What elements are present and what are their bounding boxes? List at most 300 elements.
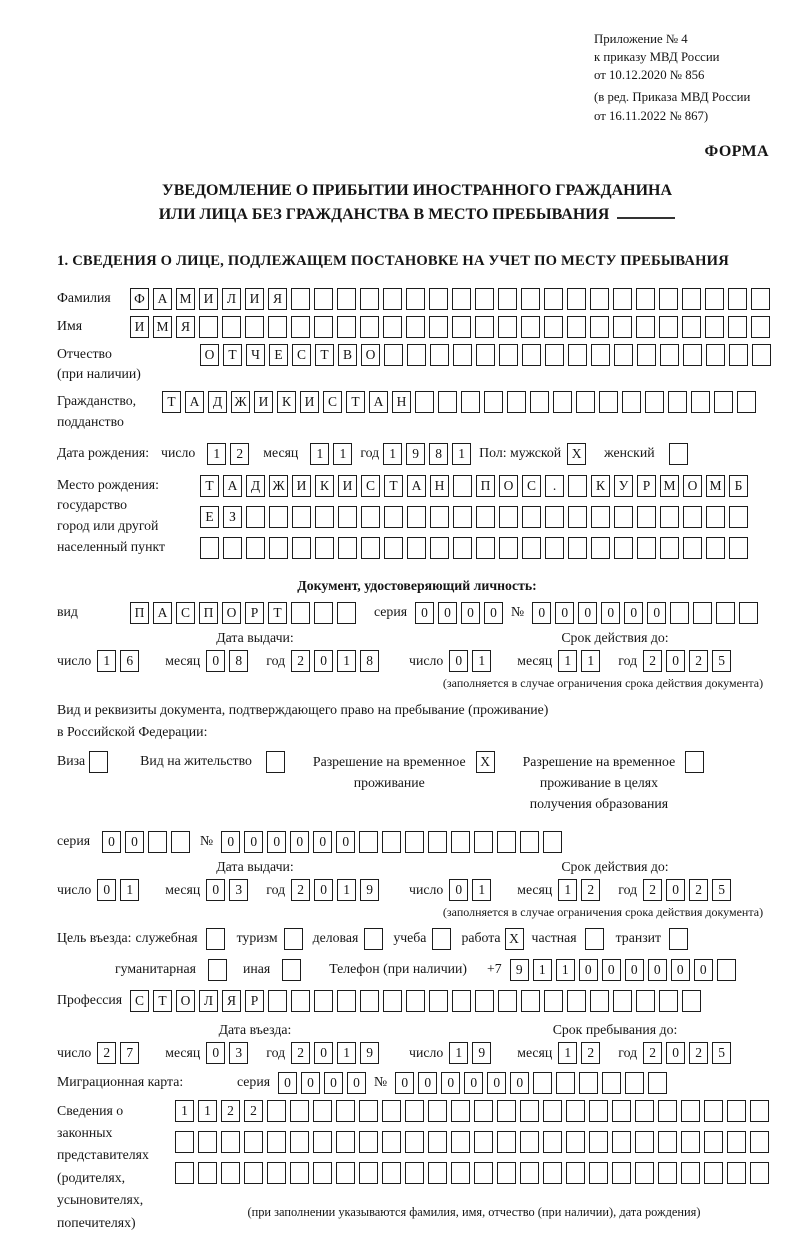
char-cell[interactable] <box>567 990 586 1012</box>
char-cell[interactable] <box>682 316 701 338</box>
char-cell[interactable] <box>337 602 356 624</box>
char-cell[interactable]: 0 <box>671 959 690 981</box>
char-cell[interactable]: С <box>176 602 195 624</box>
char-cell[interactable] <box>360 316 379 338</box>
char-cell[interactable] <box>658 1131 677 1153</box>
char-cell[interactable]: 2 <box>689 879 708 901</box>
char-cell[interactable]: 2 <box>643 1042 662 1064</box>
char-cell[interactable] <box>498 316 517 338</box>
char-cell[interactable] <box>475 316 494 338</box>
char-cell[interactable]: 0 <box>666 650 685 672</box>
char-cell[interactable]: И <box>199 288 218 310</box>
char-cell[interactable]: 0 <box>602 959 621 981</box>
char-cell[interactable]: Я <box>268 288 287 310</box>
char-cell[interactable]: И <box>292 475 311 497</box>
char-cell[interactable]: 2 <box>643 879 662 901</box>
char-cell[interactable] <box>245 316 264 338</box>
char-cell[interactable] <box>729 537 748 559</box>
char-cell[interactable]: Т <box>384 475 403 497</box>
char-cell[interactable]: 0 <box>555 602 574 624</box>
char-cell[interactable] <box>484 391 503 413</box>
char-cell[interactable]: Я <box>222 990 241 1012</box>
char-cell[interactable]: Л <box>199 990 218 1012</box>
char-cell[interactable] <box>520 1100 539 1122</box>
char-cell[interactable]: 0 <box>415 602 434 624</box>
char-cell[interactable] <box>474 1162 493 1184</box>
char-cell[interactable] <box>602 1072 621 1094</box>
char-cell[interactable]: 2 <box>221 1100 240 1122</box>
char-cell[interactable] <box>337 288 356 310</box>
char-cell[interactable]: К <box>277 391 296 413</box>
char-cell[interactable] <box>521 316 540 338</box>
char-cell[interactable]: 1 <box>97 650 116 672</box>
char-cell[interactable] <box>461 391 480 413</box>
char-cell[interactable]: 0 <box>125 831 144 853</box>
char-cell[interactable] <box>359 1131 378 1153</box>
char-cell[interactable] <box>660 506 679 528</box>
char-cell[interactable] <box>407 537 426 559</box>
char-cell[interactable] <box>314 316 333 338</box>
char-cell[interactable] <box>568 344 587 366</box>
char-cell[interactable]: 0 <box>314 1042 333 1064</box>
char-cell[interactable]: С <box>361 475 380 497</box>
char-cell[interactable]: М <box>706 475 725 497</box>
char-cell[interactable]: 2 <box>291 879 310 901</box>
char-cell[interactable] <box>750 1162 769 1184</box>
char-cell[interactable] <box>407 344 426 366</box>
char-cell[interactable]: 0 <box>301 1072 320 1094</box>
char-cell[interactable] <box>267 1131 286 1153</box>
char-cell[interactable] <box>175 1131 194 1153</box>
char-cell[interactable] <box>269 537 288 559</box>
char-cell[interactable] <box>198 1131 217 1153</box>
char-cell[interactable]: 0 <box>449 879 468 901</box>
char-cell[interactable] <box>223 537 242 559</box>
char-cell[interactable] <box>359 1162 378 1184</box>
char-cell[interactable] <box>693 602 712 624</box>
char-cell[interactable] <box>544 316 563 338</box>
char-cell[interactable] <box>579 1072 598 1094</box>
char-cell[interactable]: 6 <box>120 650 139 672</box>
char-cell[interactable]: Т <box>346 391 365 413</box>
char-cell[interactable]: Ч <box>246 344 265 366</box>
char-cell[interactable]: О <box>176 990 195 1012</box>
char-cell[interactable]: А <box>185 391 204 413</box>
char-cell[interactable]: 2 <box>581 879 600 901</box>
char-cell[interactable] <box>612 1131 631 1153</box>
char-cell[interactable]: 1 <box>558 1042 577 1064</box>
char-cell[interactable]: 0 <box>324 1072 343 1094</box>
char-cell[interactable] <box>585 928 604 950</box>
char-cell[interactable]: 1 <box>337 650 356 672</box>
char-cell[interactable]: Ж <box>269 475 288 497</box>
char-cell[interactable]: 7 <box>120 1042 139 1064</box>
char-cell[interactable] <box>171 831 190 853</box>
char-cell[interactable] <box>89 751 108 773</box>
char-cell[interactable]: X <box>476 751 495 773</box>
char-cell[interactable] <box>314 990 333 1012</box>
char-cell[interactable]: 0 <box>461 602 480 624</box>
char-cell[interactable] <box>292 506 311 528</box>
char-cell[interactable] <box>568 475 587 497</box>
char-cell[interactable] <box>545 537 564 559</box>
char-cell[interactable]: Н <box>392 391 411 413</box>
char-cell[interactable] <box>337 990 356 1012</box>
char-cell[interactable]: И <box>130 316 149 338</box>
char-cell[interactable] <box>681 1131 700 1153</box>
char-cell[interactable] <box>544 990 563 1012</box>
char-cell[interactable] <box>284 928 303 950</box>
char-cell[interactable]: 1 <box>310 443 329 465</box>
char-cell[interactable] <box>499 344 518 366</box>
char-cell[interactable] <box>405 831 424 853</box>
char-cell[interactable] <box>714 391 733 413</box>
char-cell[interactable]: 2 <box>689 650 708 672</box>
char-cell[interactable] <box>266 751 285 773</box>
char-cell[interactable] <box>545 344 564 366</box>
char-cell[interactable] <box>556 1072 575 1094</box>
char-cell[interactable]: 5 <box>712 1042 731 1064</box>
char-cell[interactable] <box>668 391 687 413</box>
char-cell[interactable] <box>291 316 310 338</box>
char-cell[interactable] <box>658 1162 677 1184</box>
char-cell[interactable]: 1 <box>449 1042 468 1064</box>
char-cell[interactable]: Т <box>162 391 181 413</box>
char-cell[interactable] <box>336 1100 355 1122</box>
char-cell[interactable] <box>282 959 301 981</box>
char-cell[interactable] <box>543 1100 562 1122</box>
char-cell[interactable]: К <box>591 475 610 497</box>
char-cell[interactable]: 1 <box>472 650 491 672</box>
char-cell[interactable] <box>290 1162 309 1184</box>
char-cell[interactable] <box>428 1100 447 1122</box>
char-cell[interactable] <box>704 1162 723 1184</box>
char-cell[interactable] <box>383 316 402 338</box>
char-cell[interactable] <box>729 506 748 528</box>
char-cell[interactable]: 1 <box>337 1042 356 1064</box>
char-cell[interactable]: Е <box>200 506 219 528</box>
char-cell[interactable]: 0 <box>206 879 225 901</box>
char-cell[interactable] <box>589 1100 608 1122</box>
char-cell[interactable] <box>429 288 448 310</box>
char-cell[interactable]: Ж <box>231 391 250 413</box>
char-cell[interactable] <box>625 1072 644 1094</box>
char-cell[interactable] <box>268 316 287 338</box>
char-cell[interactable]: 8 <box>229 650 248 672</box>
char-cell[interactable]: Б <box>729 475 748 497</box>
char-cell[interactable]: 0 <box>278 1072 297 1094</box>
char-cell[interactable] <box>520 1162 539 1184</box>
char-cell[interactable] <box>599 391 618 413</box>
char-cell[interactable] <box>750 1100 769 1122</box>
char-cell[interactable] <box>705 288 724 310</box>
char-cell[interactable] <box>432 928 451 950</box>
char-cell[interactable] <box>567 316 586 338</box>
char-cell[interactable] <box>476 537 495 559</box>
char-cell[interactable] <box>521 990 540 1012</box>
char-cell[interactable]: 0 <box>579 959 598 981</box>
char-cell[interactable] <box>589 1162 608 1184</box>
char-cell[interactable] <box>198 1162 217 1184</box>
char-cell[interactable] <box>576 391 595 413</box>
char-cell[interactable]: 0 <box>625 959 644 981</box>
char-cell[interactable] <box>682 288 701 310</box>
char-cell[interactable] <box>622 391 641 413</box>
char-cell[interactable]: 1 <box>581 650 600 672</box>
char-cell[interactable]: 0 <box>438 602 457 624</box>
char-cell[interactable]: 0 <box>449 650 468 672</box>
char-cell[interactable] <box>405 1162 424 1184</box>
char-cell[interactable]: С <box>292 344 311 366</box>
char-cell[interactable] <box>336 1162 355 1184</box>
char-cell[interactable]: Т <box>315 344 334 366</box>
char-cell[interactable] <box>453 475 472 497</box>
char-cell[interactable] <box>222 316 241 338</box>
char-cell[interactable]: 1 <box>337 879 356 901</box>
char-cell[interactable]: 1 <box>452 443 471 465</box>
char-cell[interactable] <box>290 1100 309 1122</box>
char-cell[interactable]: 0 <box>647 602 666 624</box>
char-cell[interactable] <box>591 344 610 366</box>
char-cell[interactable] <box>384 537 403 559</box>
char-cell[interactable]: 0 <box>206 650 225 672</box>
char-cell[interactable]: 0 <box>244 831 263 853</box>
char-cell[interactable] <box>406 990 425 1012</box>
char-cell[interactable]: 2 <box>244 1100 263 1122</box>
char-cell[interactable]: 0 <box>267 831 286 853</box>
char-cell[interactable]: 1 <box>333 443 352 465</box>
char-cell[interactable] <box>544 288 563 310</box>
char-cell[interactable] <box>520 831 539 853</box>
char-cell[interactable] <box>290 1131 309 1153</box>
char-cell[interactable] <box>291 990 310 1012</box>
char-cell[interactable] <box>669 443 688 465</box>
char-cell[interactable]: У <box>614 475 633 497</box>
char-cell[interactable] <box>382 1100 401 1122</box>
char-cell[interactable] <box>497 1131 516 1153</box>
char-cell[interactable]: И <box>300 391 319 413</box>
char-cell[interactable]: X <box>505 928 524 950</box>
char-cell[interactable] <box>553 391 572 413</box>
char-cell[interactable] <box>614 344 633 366</box>
char-cell[interactable]: 0 <box>336 831 355 853</box>
char-cell[interactable] <box>430 506 449 528</box>
char-cell[interactable]: К <box>315 475 334 497</box>
char-cell[interactable] <box>590 990 609 1012</box>
char-cell[interactable] <box>683 344 702 366</box>
char-cell[interactable] <box>475 990 494 1012</box>
char-cell[interactable] <box>613 990 632 1012</box>
char-cell[interactable] <box>246 537 265 559</box>
char-cell[interactable]: 1 <box>558 879 577 901</box>
char-cell[interactable] <box>430 537 449 559</box>
char-cell[interactable] <box>382 1162 401 1184</box>
char-cell[interactable]: 0 <box>102 831 121 853</box>
char-cell[interactable] <box>497 1100 516 1122</box>
char-cell[interactable] <box>566 1131 585 1153</box>
char-cell[interactable] <box>429 990 448 1012</box>
char-cell[interactable] <box>382 831 401 853</box>
char-cell[interactable] <box>451 1100 470 1122</box>
char-cell[interactable] <box>384 344 403 366</box>
char-cell[interactable]: 1 <box>198 1100 217 1122</box>
char-cell[interactable] <box>590 288 609 310</box>
char-cell[interactable] <box>415 391 434 413</box>
char-cell[interactable]: 1 <box>120 879 139 901</box>
char-cell[interactable] <box>476 506 495 528</box>
char-cell[interactable] <box>338 506 357 528</box>
char-cell[interactable]: 0 <box>97 879 116 901</box>
char-cell[interactable]: 0 <box>221 831 240 853</box>
char-cell[interactable]: Т <box>200 475 219 497</box>
char-cell[interactable] <box>612 1162 631 1184</box>
char-cell[interactable] <box>645 391 664 413</box>
char-cell[interactable] <box>199 316 218 338</box>
char-cell[interactable] <box>244 1162 263 1184</box>
char-cell[interactable] <box>476 344 495 366</box>
char-cell[interactable] <box>543 1162 562 1184</box>
char-cell[interactable]: 0 <box>484 602 503 624</box>
char-cell[interactable]: 8 <box>429 443 448 465</box>
char-cell[interactable]: X <box>567 443 586 465</box>
char-cell[interactable] <box>382 1131 401 1153</box>
char-cell[interactable]: С <box>522 475 541 497</box>
char-cell[interactable] <box>691 391 710 413</box>
char-cell[interactable]: А <box>223 475 242 497</box>
char-cell[interactable]: 3 <box>229 879 248 901</box>
char-cell[interactable]: О <box>222 602 241 624</box>
char-cell[interactable] <box>716 602 735 624</box>
char-cell[interactable]: 2 <box>230 443 249 465</box>
char-cell[interactable]: С <box>323 391 342 413</box>
char-cell[interactable] <box>636 288 655 310</box>
char-cell[interactable] <box>221 1162 240 1184</box>
char-cell[interactable] <box>613 316 632 338</box>
char-cell[interactable]: 2 <box>689 1042 708 1064</box>
char-cell[interactable]: 0 <box>578 602 597 624</box>
char-cell[interactable] <box>499 537 518 559</box>
char-cell[interactable] <box>614 506 633 528</box>
char-cell[interactable] <box>530 391 549 413</box>
char-cell[interactable]: Н <box>430 475 449 497</box>
char-cell[interactable] <box>566 1100 585 1122</box>
char-cell[interactable] <box>658 1100 677 1122</box>
char-cell[interactable] <box>360 990 379 1012</box>
char-cell[interactable] <box>717 959 736 981</box>
char-cell[interactable] <box>728 288 747 310</box>
char-cell[interactable] <box>533 1072 552 1094</box>
char-cell[interactable]: И <box>254 391 273 413</box>
char-cell[interactable] <box>428 1162 447 1184</box>
char-cell[interactable] <box>428 1131 447 1153</box>
char-cell[interactable] <box>383 990 402 1012</box>
char-cell[interactable]: 5 <box>712 879 731 901</box>
char-cell[interactable]: Е <box>269 344 288 366</box>
char-cell[interactable] <box>670 602 689 624</box>
char-cell[interactable] <box>543 831 562 853</box>
char-cell[interactable] <box>648 1072 667 1094</box>
char-cell[interactable]: 1 <box>556 959 575 981</box>
char-cell[interactable] <box>685 751 704 773</box>
char-cell[interactable]: 0 <box>418 1072 437 1094</box>
char-cell[interactable] <box>453 537 472 559</box>
char-cell[interactable]: 3 <box>229 1042 248 1064</box>
char-cell[interactable]: 0 <box>314 650 333 672</box>
char-cell[interactable]: А <box>153 602 172 624</box>
char-cell[interactable] <box>659 316 678 338</box>
char-cell[interactable] <box>637 344 656 366</box>
char-cell[interactable] <box>452 990 471 1012</box>
char-cell[interactable] <box>522 506 541 528</box>
char-cell[interactable]: 2 <box>291 1042 310 1064</box>
char-cell[interactable]: 0 <box>441 1072 460 1094</box>
char-cell[interactable]: Д <box>246 475 265 497</box>
char-cell[interactable] <box>669 928 688 950</box>
char-cell[interactable] <box>313 1131 332 1153</box>
char-cell[interactable]: М <box>660 475 679 497</box>
char-cell[interactable] <box>590 316 609 338</box>
char-cell[interactable] <box>383 288 402 310</box>
char-cell[interactable] <box>474 1131 493 1153</box>
char-cell[interactable] <box>635 1162 654 1184</box>
char-cell[interactable] <box>148 831 167 853</box>
char-cell[interactable] <box>613 288 632 310</box>
char-cell[interactable] <box>267 1100 286 1122</box>
char-cell[interactable] <box>315 506 334 528</box>
char-cell[interactable] <box>681 1100 700 1122</box>
char-cell[interactable]: 8 <box>360 650 379 672</box>
char-cell[interactable] <box>727 1162 746 1184</box>
char-cell[interactable]: О <box>200 344 219 366</box>
char-cell[interactable]: П <box>199 602 218 624</box>
char-cell[interactable] <box>453 506 472 528</box>
char-cell[interactable] <box>727 1131 746 1153</box>
char-cell[interactable] <box>499 506 518 528</box>
char-cell[interactable] <box>474 831 493 853</box>
char-cell[interactable]: 0 <box>395 1072 414 1094</box>
char-cell[interactable] <box>614 537 633 559</box>
char-cell[interactable] <box>681 1162 700 1184</box>
char-cell[interactable]: Т <box>153 990 172 1012</box>
char-cell[interactable] <box>474 1100 493 1122</box>
char-cell[interactable]: А <box>153 288 172 310</box>
char-cell[interactable] <box>475 288 494 310</box>
char-cell[interactable]: А <box>407 475 426 497</box>
char-cell[interactable] <box>522 537 541 559</box>
char-cell[interactable] <box>660 344 679 366</box>
char-cell[interactable]: 9 <box>510 959 529 981</box>
char-cell[interactable] <box>612 1100 631 1122</box>
char-cell[interactable] <box>706 537 725 559</box>
char-cell[interactable] <box>659 288 678 310</box>
char-cell[interactable] <box>359 831 378 853</box>
char-cell[interactable]: 0 <box>532 602 551 624</box>
char-cell[interactable] <box>637 506 656 528</box>
char-cell[interactable]: Р <box>637 475 656 497</box>
char-cell[interactable] <box>291 288 310 310</box>
char-cell[interactable] <box>498 288 517 310</box>
char-cell[interactable] <box>704 1131 723 1153</box>
char-cell[interactable] <box>706 506 725 528</box>
char-cell[interactable]: 0 <box>487 1072 506 1094</box>
char-cell[interactable] <box>751 288 770 310</box>
char-cell[interactable] <box>453 344 472 366</box>
char-cell[interactable] <box>635 1131 654 1153</box>
char-cell[interactable] <box>589 1131 608 1153</box>
char-cell[interactable] <box>338 537 357 559</box>
char-cell[interactable]: О <box>499 475 518 497</box>
char-cell[interactable] <box>244 1131 263 1153</box>
